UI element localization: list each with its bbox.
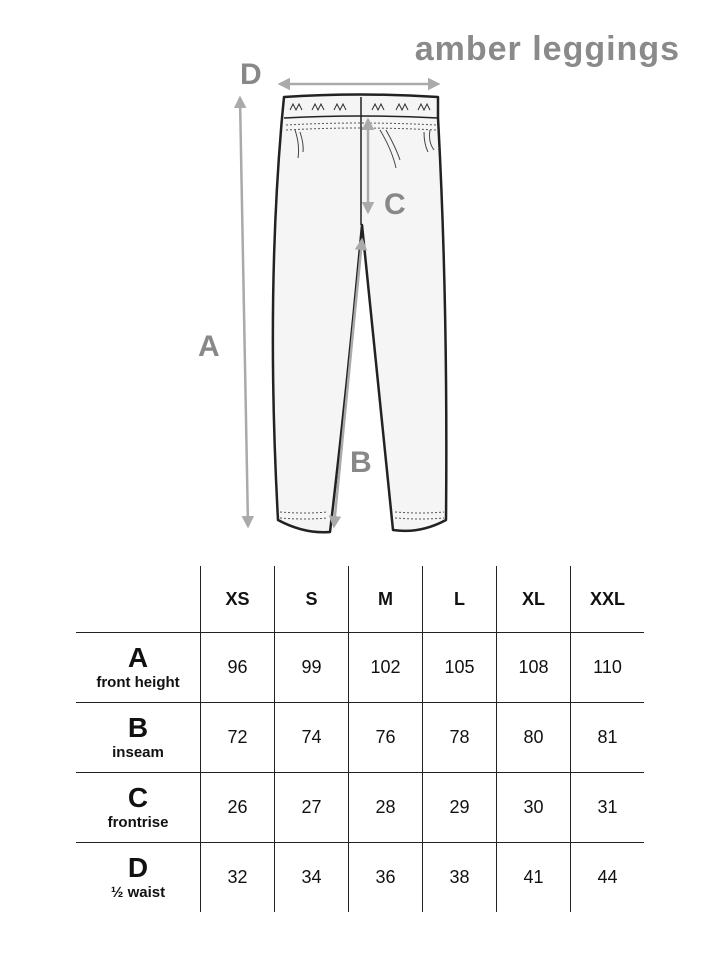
page-title: amber leggings — [414, 30, 680, 68]
size-header: XXL — [571, 566, 645, 633]
row-header — [76, 633, 201, 703]
row-desc: inseam — [112, 744, 164, 761]
table-cell: 30 — [497, 773, 571, 843]
row-letter: A — [127, 642, 149, 673]
table-corner — [76, 566, 201, 633]
row-desc: ½ waist — [110, 884, 166, 901]
table-cell: 41 — [497, 843, 571, 913]
table-cell: 31 — [571, 773, 645, 843]
size-header: L — [423, 566, 497, 633]
table-cell: 32 — [201, 843, 275, 913]
size-header: XS — [201, 566, 275, 633]
table-cell: 38 — [423, 843, 497, 913]
row-desc: front height — [96, 674, 180, 691]
table-cell: 72 — [201, 703, 275, 773]
label-b: B — [350, 446, 372, 479]
table-row — [76, 633, 644, 703]
row-header — [76, 773, 201, 843]
table-cell: 80 — [497, 703, 571, 773]
table-row — [76, 703, 644, 773]
size-header: XL — [497, 566, 571, 633]
row-letter: C — [127, 782, 149, 813]
table-cell: 27 — [275, 773, 349, 843]
size-header: S — [275, 566, 349, 633]
table-cell: 105 — [423, 633, 497, 703]
arrow-a — [240, 98, 248, 526]
table-cell: 99 — [275, 633, 349, 703]
table-cell: 108 — [497, 633, 571, 703]
label-a: A — [198, 330, 220, 363]
row-header — [76, 703, 201, 773]
table-cell: 29 — [423, 773, 497, 843]
table-row — [76, 773, 644, 843]
table-cell: 110 — [571, 633, 645, 703]
table-cell: 96 — [201, 633, 275, 703]
size-table — [76, 566, 644, 912]
table-cell: 78 — [423, 703, 497, 773]
table-row — [76, 843, 644, 913]
table-cell: 102 — [349, 633, 423, 703]
table-cell: 36 — [349, 843, 423, 913]
row-header — [76, 843, 201, 913]
table-cell: 26 — [201, 773, 275, 843]
table-cell: 81 — [571, 703, 645, 773]
table-cell: 34 — [275, 843, 349, 913]
table-cell: 44 — [571, 843, 645, 913]
label-d: D — [240, 58, 262, 91]
label-c: C — [384, 188, 406, 221]
row-letter: D — [127, 852, 149, 883]
row-letter: B — [127, 712, 149, 743]
table-header-row — [76, 566, 644, 633]
table-cell: 28 — [349, 773, 423, 843]
table-cell: 76 — [349, 703, 423, 773]
row-desc: frontrise — [107, 814, 169, 831]
size-header: M — [349, 566, 423, 633]
table-cell: 74 — [275, 703, 349, 773]
